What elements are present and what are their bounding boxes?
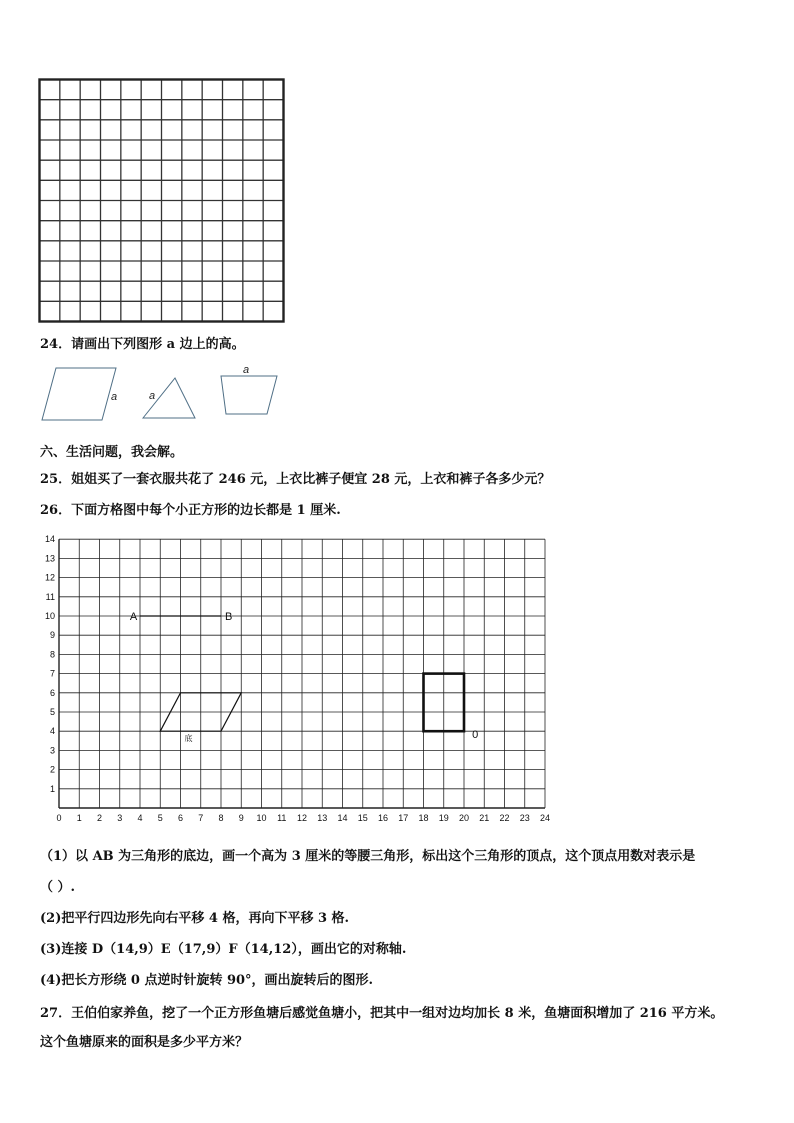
q27-line2: 这个鱼塘原来的面积是多少平方米？ xyxy=(40,1035,249,1050)
x-tick-label: 6 xyxy=(177,813,184,822)
y-tick-label: 2 xyxy=(49,764,55,775)
y-tick-label: 10 xyxy=(44,611,55,621)
x-tick-label: 17 xyxy=(398,813,409,822)
x-tick-label: 14 xyxy=(337,813,348,822)
x-tick-label: 0 xyxy=(56,813,62,822)
q26-sub1-line2: （ ）. xyxy=(40,880,76,895)
y-tick-label: 3 xyxy=(49,745,55,756)
trapezoid-shape xyxy=(221,376,277,414)
y-tick-label: 8 xyxy=(49,649,55,660)
parallelogram-shape xyxy=(42,368,116,420)
q26-prompt: 26．下面方格图中每个小正方形的边长都是 1 厘米. xyxy=(40,503,341,518)
x-tick-label: 18 xyxy=(418,813,429,822)
y-tick-label: 9 xyxy=(49,630,55,641)
x-tick-label: 1 xyxy=(76,813,82,822)
q26-sub3: (3)连接 D（14,9）E（17,9）F（14,12），画出它的对称轴. xyxy=(40,942,407,957)
x-tick-label: 23 xyxy=(519,813,530,822)
x-tick-label: 22 xyxy=(499,813,510,822)
y-tick-label: 14 xyxy=(44,534,55,545)
q24-shapes xyxy=(38,362,288,426)
q26-sub4: (4)把长方形绕 0 点逆时针旋转 90°，画出旋转后的图形. xyxy=(40,973,374,988)
y-tick-label: 4 xyxy=(49,726,55,737)
triangle-a-label: a xyxy=(149,390,156,402)
rotation-point-o-label: 0 xyxy=(472,729,479,742)
x-tick-label: 20 xyxy=(458,813,470,822)
x-tick-label: 8 xyxy=(218,813,224,822)
x-tick-label: 13 xyxy=(317,813,328,822)
y-tick-label: 12 xyxy=(44,572,55,583)
coordinate-grid xyxy=(34,534,560,822)
x-tick-label: 10 xyxy=(256,813,267,822)
y-tick-label: 5 xyxy=(49,707,55,717)
x-tick-label: 7 xyxy=(198,813,204,822)
x-tick-label: 19 xyxy=(438,813,449,822)
x-tick-label: 11 xyxy=(277,813,287,822)
q24-prompt: 24．请画出下列图形 a 边上的高。 xyxy=(40,337,245,352)
x-tick-label: 5 xyxy=(157,813,163,822)
q27-line1: 27．王伯伯家养鱼，挖了一个正方形鱼塘后感觉鱼塘小，把其中一组对边均加长 8 米，鱼塘面积增加了 216 平方米。 xyxy=(40,1006,724,1021)
x-tick-label: 24 xyxy=(539,813,551,822)
x-tick-label: 3 xyxy=(117,813,123,822)
parallelogram-a-label: a xyxy=(111,391,118,403)
x-tick-label: 9 xyxy=(238,813,244,822)
point-a-label: A xyxy=(129,611,138,623)
x-tick-label: 12 xyxy=(296,813,308,822)
x-tick-label: 21 xyxy=(479,813,490,822)
y-tick-label: 1 xyxy=(49,783,55,794)
q26-sub1-line1: （1）以 AB 为三角形的底边，画一个高为 3 厘米的等腰三角形，标出这个三角形的顶点，这个顶点用数对表示是 xyxy=(40,849,696,864)
q26-sub2: (2)把平行四边形先向右平移 4 格，再向下平移 3 格. xyxy=(40,911,350,926)
x-tick-label: 2 xyxy=(96,813,103,822)
trapezoid-a-label: a xyxy=(243,364,250,376)
blank-grid xyxy=(38,78,288,326)
x-tick-label: 16 xyxy=(377,813,389,822)
parallelogram-base-label: 底 xyxy=(184,734,193,744)
q25-prompt: 25．姐姐买了一套衣服共花了 246 元，上衣比裤子便宜 28 元，上衣和裤子各多少元？ xyxy=(40,472,551,487)
y-tick-label: 11 xyxy=(45,591,55,602)
y-tick-label: 7 xyxy=(49,668,55,679)
x-tick-label: 15 xyxy=(357,813,368,822)
point-b-label: B xyxy=(225,611,233,623)
y-tick-label: 6 xyxy=(49,687,55,698)
y-tick-label: 13 xyxy=(44,553,55,564)
x-tick-label: 4 xyxy=(137,813,143,822)
section-6-heading: 六、生活问题，我会解。 xyxy=(40,445,184,460)
